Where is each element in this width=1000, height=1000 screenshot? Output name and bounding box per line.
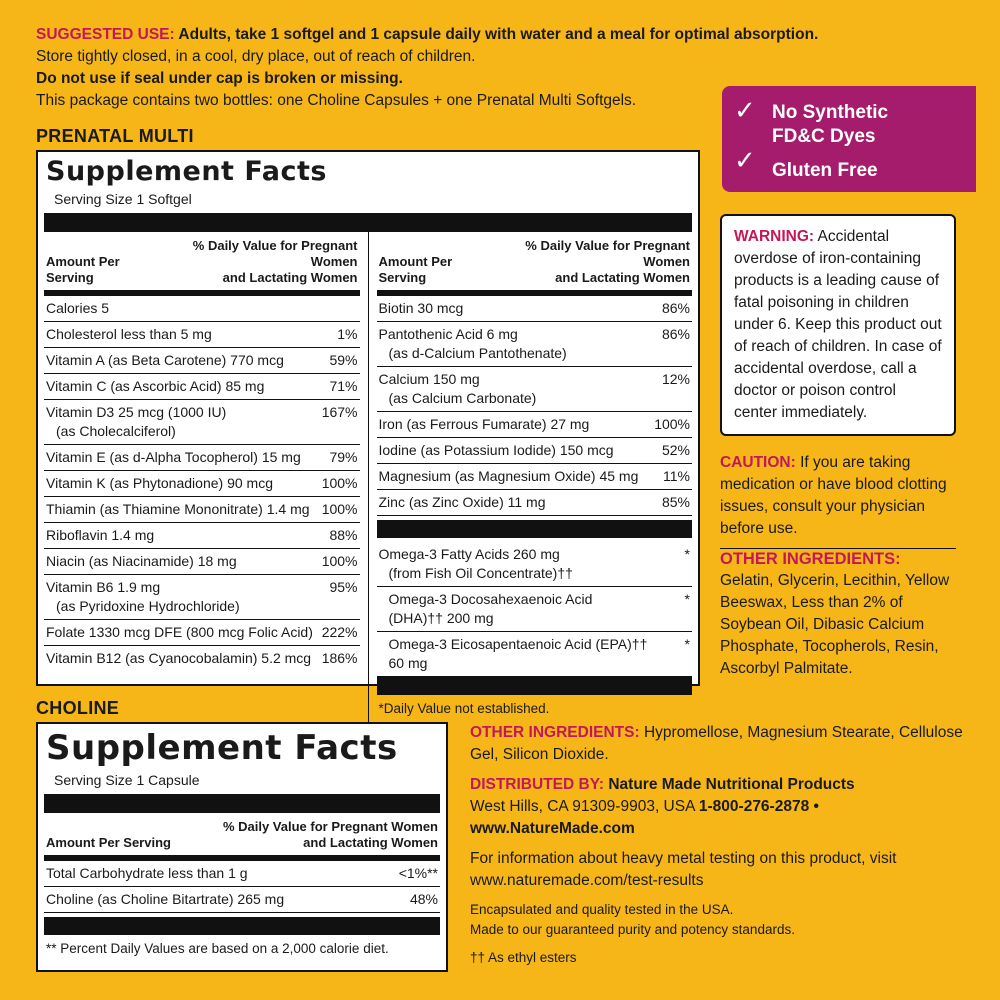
nutrient-name: Riboflavin 1.4 mg — [46, 527, 155, 543]
column-header: Amount Per Serving % Daily Value for Pregnant Women and Lactating Women — [44, 813, 440, 861]
nutrient-source: (as Pyridoxine Hydrochloride) — [56, 598, 240, 614]
daily-value: 11% — [663, 468, 690, 484]
nutrient-row — [377, 438, 693, 464]
suggested-use: SUGGESTED USE: Adults, take 1 softgel and 1 capsule daily with water and a meal for optimal absorption. — [36, 26, 819, 43]
nutrient-name: Omega-3 Docosahexaenoic Acid (DHA)†† 200 mg — [388, 591, 593, 626]
nutrient-row — [377, 367, 693, 412]
daily-value: 222% — [321, 624, 358, 640]
divider-bar — [44, 917, 440, 935]
daily-value: 100% — [321, 475, 358, 491]
nutrient-name: Calories 5 — [46, 300, 110, 316]
claims-badge — [722, 86, 976, 192]
panel-title: Supplement Facts — [46, 156, 327, 187]
distributed-by: DISTRIBUTED BY: Nature Made Nutritional Products West Hills, CA 91309-9903, USA 1-800-276-2878 • www.NatureMade.com — [470, 776, 855, 837]
badge-line-1: No Synthetic — [772, 102, 889, 123]
capsule-other-ingredients: OTHER INGREDIENTS: Hypromellose, Magnesium Stearate, Cellulose Gel, Silicon Dioxide. — [470, 724, 963, 763]
daily-value: 1% — [337, 326, 358, 342]
nutrient-source: (as Calcium Carbonate) — [388, 390, 537, 406]
nutrient-row — [44, 322, 360, 348]
nutrient-row — [44, 296, 360, 322]
nutrient-row — [377, 632, 693, 677]
nutrient-row — [377, 542, 693, 587]
nutrient-name: Biotin 30 mcg — [378, 300, 464, 316]
serving-size: Serving Size 1 Softgel — [44, 187, 692, 214]
nutrient-name: Vitamin B12 (as Cyanocobalamin) 5.2 mcg — [46, 650, 312, 666]
footnote: *Daily Value not established. — [378, 701, 550, 716]
iron-warning: WARNING: Accidental overdose of iron-containing products is a leading cause of fatal poisoning in children under 6. Keep this product out of reach of children. In case of accidental overdose, call a doctor or poison control center immediately. — [720, 214, 956, 436]
nutrient-row — [44, 646, 360, 671]
daily-value: * — [684, 636, 690, 652]
daily-value: 48% — [409, 891, 438, 907]
nutrient-name: Zinc (as Zinc Oxide) 11 mg — [378, 494, 546, 510]
nutrient-column-right — [369, 232, 693, 722]
daily-value: 88% — [329, 527, 358, 543]
daily-value: 167% — [321, 404, 358, 420]
daily-value: 52% — [661, 442, 690, 458]
daily-value: * — [684, 591, 690, 607]
nutrient-name: Iron (as Ferrous Fumarate) 27 mg — [378, 416, 590, 432]
daily-value: 79% — [329, 449, 358, 465]
divider-bar — [377, 677, 693, 695]
column-header: Amount Per Serving % Daily Value for Pregnant Women and Lactating Women — [44, 232, 360, 296]
nutrient-row — [44, 861, 440, 887]
package-note: This package contains two bottles: one Choline Capsules + one Prenatal Multi Softgels. — [36, 92, 637, 109]
nutrient-row — [44, 400, 360, 445]
distribution-info — [470, 722, 980, 976]
seal-note: Do not use if seal under cap is broken or missing. — [36, 70, 403, 87]
nutrient-column-left — [44, 232, 369, 722]
checkmark-icon: ✓ — [734, 146, 756, 176]
nutrient-name: Vitamin E (as d-Alpha Tocopherol) 15 mg — [46, 449, 301, 465]
daily-value: 100% — [321, 553, 358, 569]
nutrient-name: Thiamin (as Thiamine Mononitrate) 1.4 mg — [46, 501, 310, 517]
nutrient-name: Magnesium (as Magnesium Oxide) 45 mg — [378, 468, 639, 484]
nutrient-name: Vitamin C (as Ascorbic Acid) 85 mg — [46, 378, 265, 394]
nutrient-row — [44, 445, 360, 471]
daily-value: 86% — [661, 300, 690, 316]
panel-title: Supplement Facts — [46, 728, 398, 768]
divider-bar — [44, 795, 440, 813]
nutrient-row — [44, 549, 360, 575]
daily-value: 186% — [321, 650, 358, 666]
ethyl-esters-note: †† As ethyl esters — [470, 950, 577, 965]
nutrient-row — [377, 464, 693, 490]
daily-value: 86% — [661, 326, 690, 342]
divider-bar — [377, 520, 693, 538]
nutrient-name: Cholesterol less than 5 mg — [46, 326, 212, 342]
prenatal-section-label: PRENATAL MULTI — [36, 126, 194, 146]
badge-line-3: Gluten Free — [772, 160, 878, 181]
daily-value: * — [684, 546, 690, 562]
nutrient-source: (as d-Calcium Pantothenate) — [388, 345, 567, 361]
softgel-other-ingredients: OTHER INGREDIENTS: Gelatin, Glycerin, Lecithin, Yellow Beeswax, Less than 2% of Soybean Oil, Dibasic Calcium Phosphate, Tocopherols, Resin, Ascorbyl Palmitate. — [720, 550, 950, 677]
daily-value: 59% — [329, 352, 358, 368]
nutrient-row — [44, 887, 440, 913]
daily-value: 95% — [329, 579, 358, 595]
nutrient-name: Iodine (as Potassium Iodide) 150 mcg — [378, 442, 614, 458]
divider-bar — [44, 214, 692, 232]
nutrient-row — [377, 490, 693, 516]
nutrient-source: (from Fish Oil Concentrate)†† — [388, 565, 573, 581]
nutrient-name: Pantothenic Acid 6 mg — [378, 326, 518, 342]
nutrient-source: (as Cholecalciferol) — [56, 423, 176, 439]
nutrient-name: Omega-3 Fatty Acids 260 mg — [378, 546, 560, 562]
nutrient-name: Folate 1330 mcg DFE (800 mcg Folic Acid) — [46, 624, 313, 640]
daily-value: 85% — [661, 494, 690, 510]
nutrient-name: Total Carbohydrate less than 1 g — [46, 865, 248, 881]
nutrient-row — [377, 587, 693, 632]
choline-table — [44, 813, 440, 962]
nutrient-row — [44, 471, 360, 497]
storage-note: Store tightly closed, in a cool, dry place, out of reach of children. — [36, 48, 476, 65]
nutrient-name: Omega-3 Eicosapentaenoic Acid (EPA)†† 60 mg — [388, 636, 648, 671]
column-header: Amount Per Serving % Daily Value for Pregnant Women and Lactating Women — [377, 232, 693, 296]
nutrient-row — [44, 497, 360, 523]
daily-value: 100% — [654, 416, 690, 432]
nutrient-name: Vitamin K (as Phytonadione) 90 mcg — [46, 475, 273, 491]
nutrient-row — [44, 374, 360, 400]
nutrient-name: Vitamin B6 1.9 mg — [46, 579, 161, 595]
choline-supplement-facts — [36, 722, 448, 972]
daily-value: 71% — [329, 378, 358, 394]
nutrient-row — [377, 296, 693, 322]
serving-size: Serving Size 1 Capsule — [44, 768, 440, 795]
nutrient-name: Calcium 150 mg — [378, 371, 480, 387]
nutrient-row — [377, 322, 693, 367]
nutrient-name: Vitamin A (as Beta Carotene) 770 mcg — [46, 352, 284, 368]
nutrient-row — [44, 620, 360, 646]
caution-note: CAUTION: If you are taking medication or have blood clotting issues, consult your physician before use. — [720, 452, 956, 549]
daily-value: <1%** — [398, 865, 438, 881]
nutrient-row — [377, 412, 693, 438]
nutrient-row — [44, 523, 360, 549]
nutrient-row — [44, 348, 360, 374]
footnote: ** Percent Daily Values are based on a 2,000 calorie diet. — [46, 941, 389, 956]
badge-line-2: FD&C Dyes — [772, 126, 876, 147]
daily-value — [318, 299, 358, 318]
heavy-metal-note: For information about heavy metal testing on this product, visit www.naturemade.com/test-results — [470, 850, 897, 889]
quality-note: Encapsulated and quality tested in the USA. Made to our guaranteed purity and potency standards. — [470, 902, 795, 937]
daily-value: 100% — [321, 501, 358, 517]
choline-section-label: CHOLINE — [36, 698, 120, 718]
checkmark-icon: ✓ — [734, 96, 756, 126]
nutrient-name: Niacin (as Niacinamide) 18 mg — [46, 553, 237, 569]
nutrient-row — [44, 575, 360, 620]
nutrient-name: Vitamin D3 25 mcg (1000 IU) — [46, 404, 227, 420]
nutrient-name: Choline (as Choline Bitartrate) 265 mg — [46, 891, 285, 907]
daily-value: 12% — [661, 371, 690, 387]
